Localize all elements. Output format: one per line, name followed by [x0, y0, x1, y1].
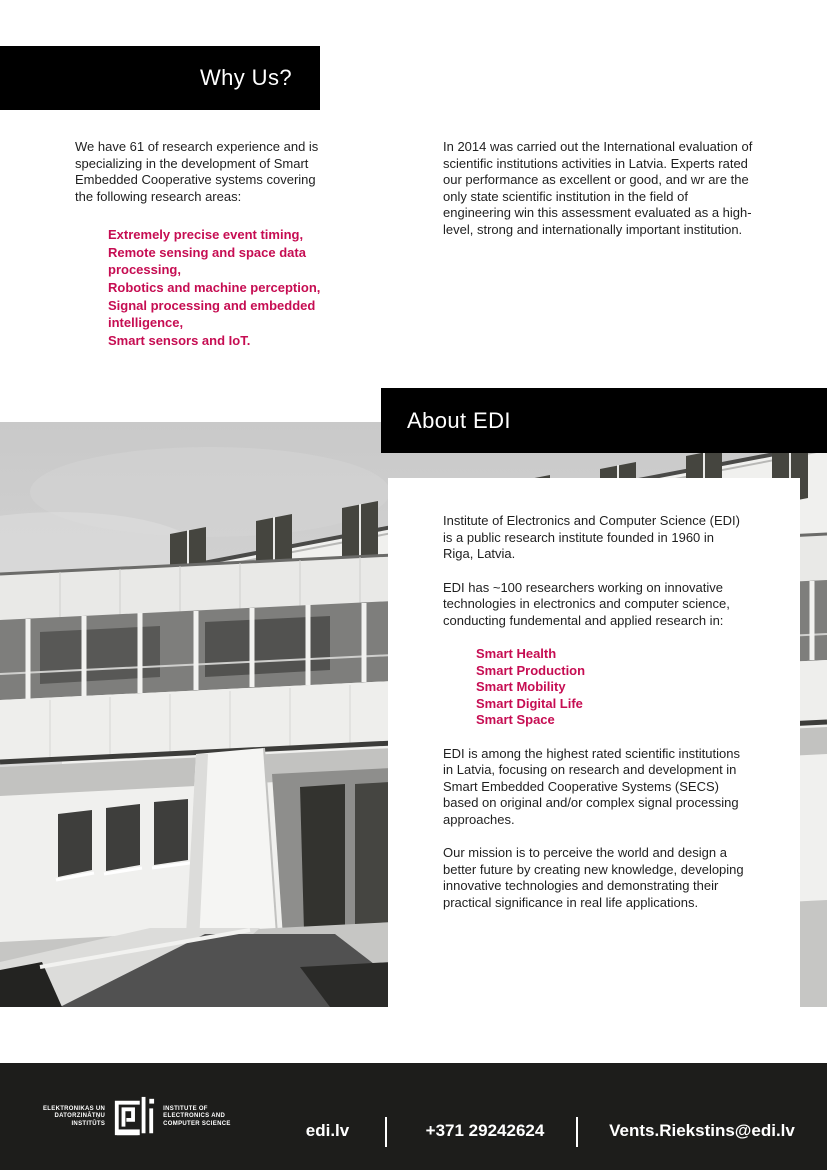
footer-phone-link[interactable]: +371 29242624 [425, 1121, 545, 1140]
about-paragraph-rating: EDI is among the highest rated scientific institutions in Latvia, focusing on research and development in Smart Embedded Cooperative Systems (SECS) based on original and/or complex signal processing approaches. [443, 745, 740, 827]
research-areas-list [108, 226, 338, 350]
why-us-title: Why Us? [199, 65, 292, 90]
about-edi-panel [388, 478, 800, 1007]
smart-area-item: Smart Digital Life [476, 695, 583, 711]
edi-logo-text-latvian: ELEKTRONIKAS UN DATORZINĀTŅU INSTITŪTS [43, 1105, 106, 1127]
about-paragraph-researchers: EDI has ~100 researchers working on innovative technologies in electronics and computer science, conducting fundemental and applied research in: [443, 579, 730, 628]
smart-area-item: Smart Production [476, 662, 586, 678]
footer-divider [385, 1117, 387, 1147]
why-us-banner [0, 46, 320, 110]
evaluation-paragraph: In 2014 was carried out the International evaluation of scientific institutions activities in Latvia. Experts rated our performance as excellent or good, and wr are the only state scientific institution in the field of engineering win this assessment evaluated as a high-level, strong and internationally important institution. [443, 139, 753, 237]
edi-logo [43, 1095, 231, 1139]
research-area-item: Remote sensing and space data processing, [108, 245, 306, 277]
about-paragraph-mission: Our mission is to perceive the world and design a better future by creating new knowledge, developing innovative technologies and demonstrating their practical significance in real life applications. [443, 845, 744, 910]
footer-website-link[interactable]: edi.lv [305, 1121, 350, 1140]
edi-logo-text-english: INSTITUTE OF ELECTRONICS AND COMPUTER SCIENCE [163, 1105, 231, 1127]
smart-area-item: Smart Space [476, 712, 555, 727]
research-area-item: Extremely precise event timing, [108, 227, 304, 242]
why-us-intro-paragraph: We have 61 of research experience and is specializing in the development of Smart Embedded Cooperative systems covering the following research areas: [75, 139, 319, 204]
smart-area-item: Smart Health [476, 646, 557, 661]
footer-divider [576, 1117, 578, 1147]
smart-areas-list [476, 646, 755, 729]
about-edi-title: About EDI [407, 407, 511, 433]
smart-area-item: Smart Mobility [476, 679, 566, 694]
research-area-item: Signal processing and embedded intelligence, [108, 298, 316, 330]
research-area-item: Robotics and machine perception, [108, 280, 321, 295]
about-edi-banner [381, 388, 827, 453]
edi-logo-icon [111, 1095, 157, 1139]
footer-email-link[interactable]: Vents.Riekstins@edi.lv [609, 1121, 795, 1140]
about-paragraph-founding: Institute of Electronics and Computer Science (EDI) is a public research institute founded in 1960 in Riga, Latvia. [443, 513, 740, 561]
research-area-item: Smart sensors and IoT. [108, 333, 251, 348]
footer-bar [0, 1063, 827, 1170]
